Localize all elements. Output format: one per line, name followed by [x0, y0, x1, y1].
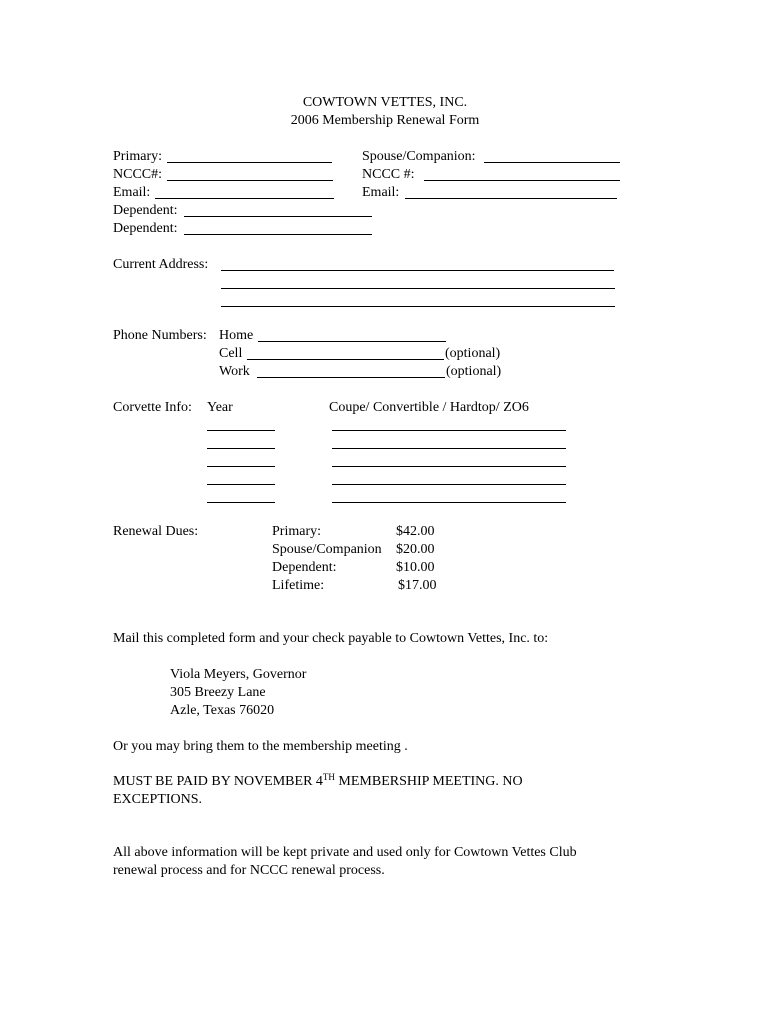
- form-title: 2006 Membership Renewal Form: [290, 113, 480, 128]
- dues-item-amount: $42.00: [396, 524, 435, 539]
- deadline-text-pre: MUST BE PAID BY NOVEMBER 4: [113, 774, 323, 789]
- dues-item-name: Primary:: [272, 524, 321, 539]
- corvette-type-field-5[interactable]: [332, 502, 566, 503]
- spouse-field[interactable]: [484, 162, 620, 163]
- corvette-year-field-4[interactable]: [207, 484, 275, 485]
- phone-cell-field[interactable]: [247, 359, 444, 360]
- corvette-year-label: Year: [207, 400, 233, 415]
- dues-item-amount: $10.00: [396, 560, 435, 575]
- phone-work-optional: (optional): [446, 364, 502, 379]
- email-label: Email:: [113, 185, 151, 200]
- deadline-superscript: TH: [322, 772, 335, 782]
- dependent1-field[interactable]: [184, 216, 372, 217]
- deadline-text-post: MEMBERSHIP MEETING. NO: [334, 774, 523, 789]
- address-line-1[interactable]: [221, 270, 614, 271]
- dependent1-label: Dependent:: [113, 203, 178, 218]
- mail-address-line: Viola Meyers, Governor: [170, 667, 307, 682]
- email-field[interactable]: [155, 198, 334, 199]
- privacy-line-1: All above information will be kept private and used only for Cowtown Vettes Club: [113, 845, 577, 860]
- corvette-year-field-3[interactable]: [207, 466, 275, 467]
- spouse-email-label: Email:: [362, 185, 400, 200]
- phone-numbers-label: Phone Numbers:: [113, 328, 207, 343]
- mail-address-line: Azle, Texas 76020: [170, 703, 275, 718]
- dues-item-name: Lifetime:: [272, 578, 325, 593]
- renewal-dues-label: Renewal Dues:: [113, 524, 199, 539]
- address-line-3[interactable]: [221, 306, 615, 307]
- corvette-type-label: Coupe/ Convertible / Hardtop/ ZO6: [329, 400, 529, 415]
- corvette-type-field-4[interactable]: [332, 484, 566, 485]
- mail-address-line: 305 Breezy Lane: [170, 685, 266, 700]
- deadline-exceptions: EXCEPTIONS.: [113, 792, 203, 807]
- privacy-line-2: renewal process and for NCCC renewal process.: [113, 863, 385, 878]
- spouse-nccc-label: NCCC #:: [362, 167, 415, 182]
- phone-home-label: Home: [219, 328, 254, 343]
- phone-work-field[interactable]: [257, 377, 445, 378]
- corvette-type-field-2[interactable]: [332, 448, 566, 449]
- dependent2-field[interactable]: [184, 234, 372, 235]
- dues-item-name: Dependent:: [272, 560, 337, 575]
- dues-item-amount: $20.00: [396, 542, 435, 557]
- phone-work-label: Work: [219, 364, 250, 379]
- primary-label: Primary:: [113, 149, 162, 164]
- dues-item-name: Spouse/Companion: [272, 542, 382, 557]
- phone-cell-optional: (optional): [445, 346, 501, 361]
- mail-instruction: Mail this completed form and your check payable to Cowtown Vettes, Inc. to:: [113, 631, 549, 646]
- nccc-field[interactable]: [167, 180, 333, 181]
- spouse-nccc-field[interactable]: [424, 180, 620, 181]
- org-name: COWTOWN VETTES, INC.: [302, 95, 468, 110]
- corvette-info-label: Corvette Info:: [113, 400, 192, 415]
- spouse-email-field[interactable]: [405, 198, 617, 199]
- primary-field[interactable]: [167, 162, 332, 163]
- deadline-notice: [113, 773, 523, 791]
- nccc-label: NCCC#:: [113, 167, 163, 182]
- phone-cell-label: Cell: [219, 346, 243, 361]
- dues-item-amount: $17.00: [398, 578, 437, 593]
- corvette-year-field-1[interactable]: [207, 430, 275, 431]
- current-address-label: Current Address:: [113, 257, 209, 272]
- corvette-year-field-5[interactable]: [207, 502, 275, 503]
- spouse-label: Spouse/Companion:: [362, 149, 476, 164]
- corvette-type-field-1[interactable]: [332, 430, 566, 431]
- meeting-alternative: Or you may bring them to the membership meeting .: [113, 739, 408, 754]
- corvette-type-field-3[interactable]: [332, 466, 566, 467]
- dependent2-label: Dependent:: [113, 221, 178, 236]
- corvette-year-field-2[interactable]: [207, 448, 275, 449]
- phone-home-field[interactable]: [258, 341, 446, 342]
- address-line-2[interactable]: [221, 288, 615, 289]
